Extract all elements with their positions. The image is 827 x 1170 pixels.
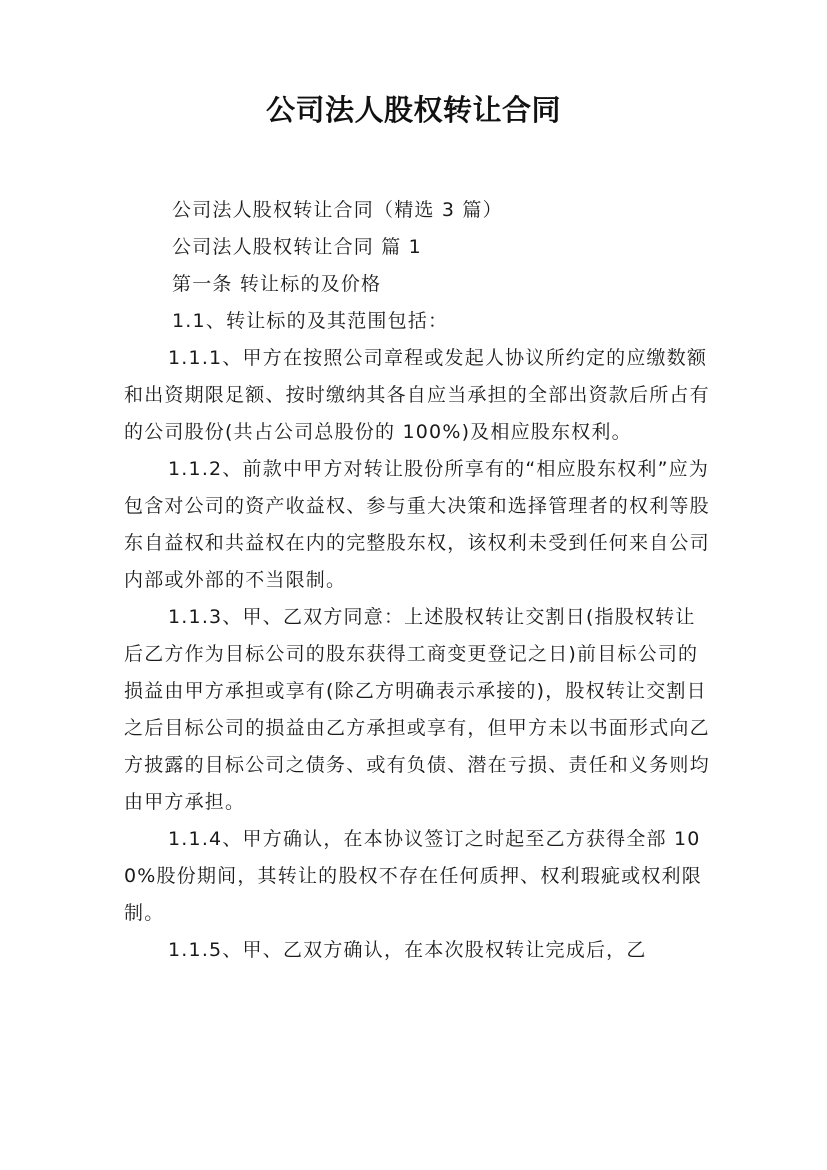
clause-paragraph: 1.1.2、前款中甲方对转让股份所享有的“相应股东权利”应为包含对公司的资产收益权、参与重大决策和选择管理者的权利等股东自益权和共益权在内的完整股东权，该权利未受到任何来自公司内部或外部的不当限制。 [124,458,710,591]
subtitle-line: 公司法人股权转让合同（精选 3 篇） [172,199,503,221]
document-title: 公司法人股权转让合同 [265,93,561,127]
section-heading: 公司法人股权转让合同 篇 1 [172,236,422,258]
clause-paragraph: 1.1.5、甲、乙双方确认，在本次股权转让完成后，乙 [168,939,647,961]
clause-paragraph: 1.1.4、甲方确认，在本协议签订之时起至乙方获得全部 100%股份期间，其转让的股权不存在任何质押、权利瑕疵或权利限制。 [124,828,702,924]
article-heading: 第一条 转让标的及价格 [172,273,382,295]
clause-paragraph: 1.1.1、甲方在按照公司章程或发起人协议所约定的应缴数额和出资期限足额、按时缴纳其各自应当承担的全部出资款后所占有的公司股份(共占公司总股份的 100%)及相应股东权利。 [124,347,710,443]
clause-heading: 1.1、转让标的及其范围包括： [172,310,449,332]
clause-paragraph: 1.1.3、甲、乙双方同意：上述股权转让交割日(指股权转让后乙方作为目标公司的股东获得工商变更登记之日)前目标公司的损益由甲方承担或享有(除乙方明确表示承接的)，股权转让交割日之后目标公司的损益由乙方承担或享有，但甲方未以书面形式向乙方披露的目标公司之债务、或有负债、潜在亏损、责任和义务则均由甲方承担。 [124,606,710,813]
document-body [124,192,714,969]
